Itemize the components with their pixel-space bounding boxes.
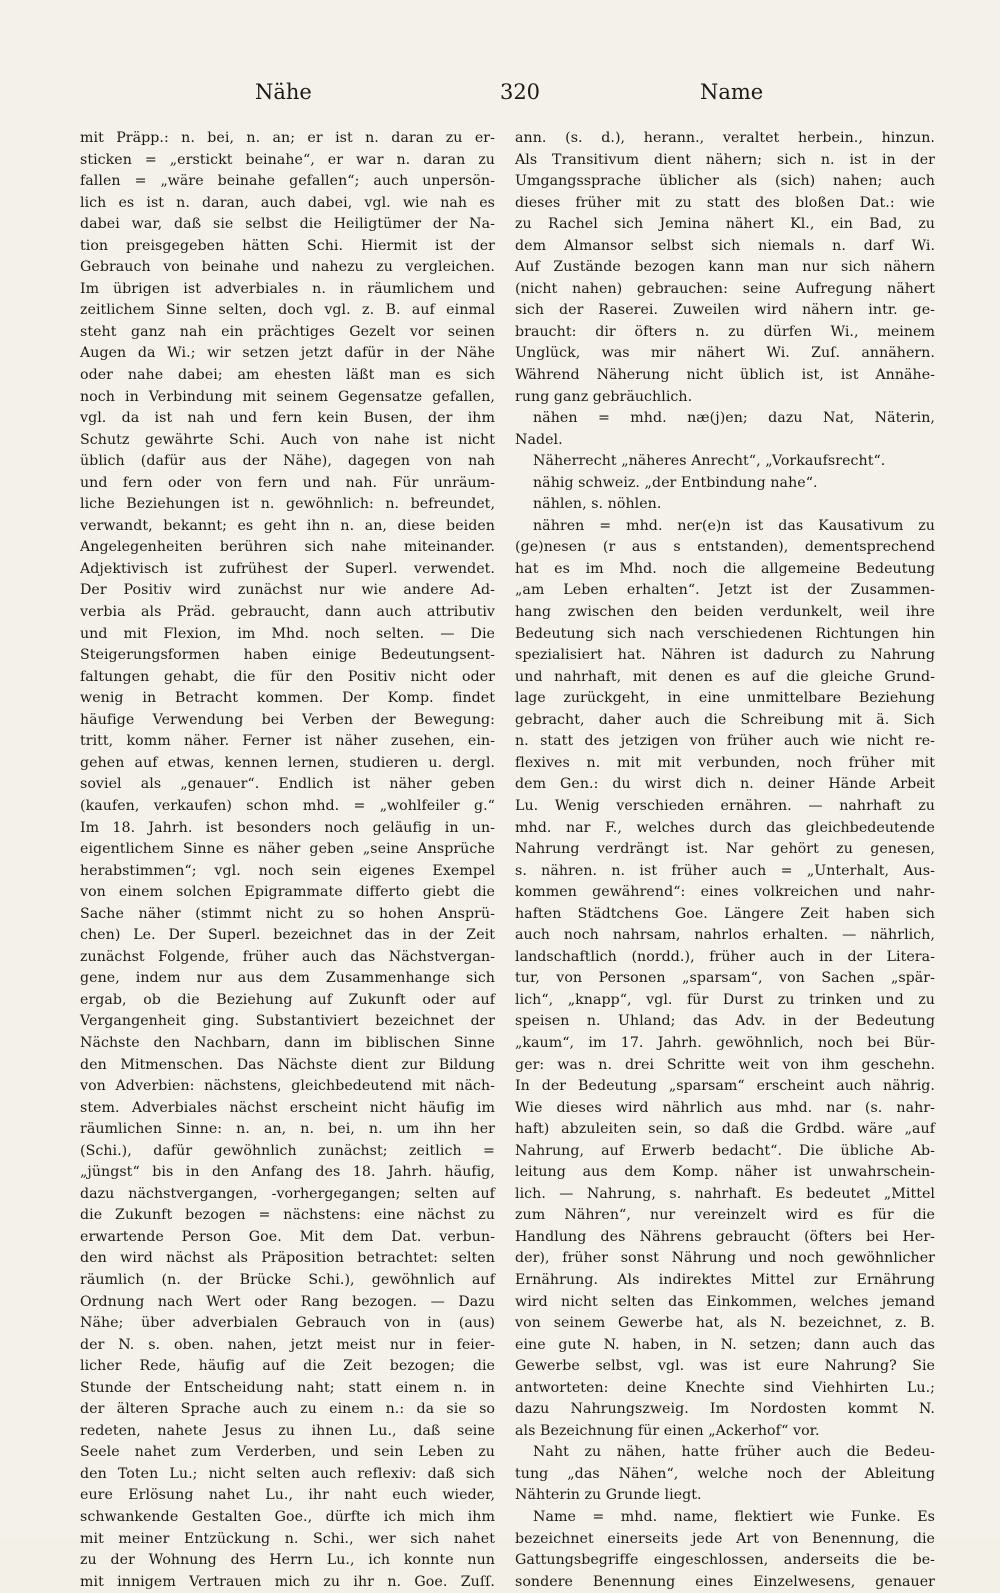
text-line: gene, indem nur aus dem Zusammenhange sich	[80, 970, 495, 987]
text-line: Ernährung. Als indirektes Mittel zur Ernährung	[515, 1271, 935, 1288]
text-line: rung ganz gebräuchlich.	[515, 388, 693, 405]
text-line: landschaftlich (nordd.), früher auch in der Litera-	[515, 948, 935, 965]
text-line: ann. (s. d.), herann., veraltet herbein., hinzun.	[515, 130, 935, 146]
text-line: Ordnung nach Wert oder Rang bezogen. — Dazu	[80, 1293, 495, 1310]
text-line: stem. Adverbiales nächst erscheint nicht häufig im	[80, 1099, 495, 1116]
text-line: Nahrung, auf Erwerb bedacht“. Die übliche Ab-	[515, 1142, 935, 1159]
text-line: steht ganz nah ein prächtiges Gezelt vor seinen	[80, 323, 495, 340]
text-line: Gewerbe selbst, vgl. was ist eure Nahrung? Sie	[515, 1358, 935, 1375]
text-line: Stunde der Entscheidung naht; statt einem n. in	[80, 1379, 495, 1396]
text-line: oder nahe dabei; am ehesten läßt man es sich	[80, 367, 495, 384]
text-line: dazu nächstvergangen, -vorhergegangen; selten auf	[80, 1185, 495, 1202]
text-line: Augen da Wi.; wir setzen jetzt dafür in der Nähe	[80, 345, 495, 362]
right-column	[515, 128, 935, 1590]
text-line: erwartende Person Goe. Mit dem Dat. verbun-	[80, 1228, 495, 1245]
text-line: antworteten: deine Knechte sind Viehhirten Lu.;	[515, 1379, 935, 1396]
text-line: Bedeutung sich nach verschiedenen Richtungen hin	[515, 625, 935, 642]
text-line: und nahrhaft, mit denen es auf die gleiche Grund-	[515, 668, 935, 685]
text-line: (kaufen, verkaufen) schon mhd. = „wohlfeiler g.“	[80, 797, 495, 814]
text-line: den wird nächst als Präposition betrachtet: selten	[80, 1250, 495, 1267]
text-line: (Schi.), dafür gewöhnlich zunächst; zeitlich =	[80, 1142, 495, 1159]
text-line: fallen = „wäre beinahe gefallen“; auch unpersön-	[80, 173, 495, 190]
text-line: verbia als Präd. gebraucht, dann auch attributiv	[80, 604, 495, 621]
text-line: tung „das Nähen“, welche noch der Ableitung	[515, 1465, 935, 1482]
headword-right: Name	[700, 80, 764, 104]
text-line: die Zukunft bezogen = nächstens: eine nächst zu	[80, 1207, 495, 1224]
text-line: „am Leben erhalten“. Jetzt ist der Zusammen-	[515, 582, 935, 599]
page-header	[80, 80, 940, 114]
text-line: In der Bedeutung „sparsam“ erscheint auch nährig.	[515, 1078, 935, 1095]
text-line: und fern oder von fern und nah. Für unräum-	[80, 474, 495, 491]
text-line: dieses früher mit zu statt des bloßen Dat.: wie	[515, 194, 935, 211]
text-line: liche Beziehungen ist n. gewöhnlich: n. befreundet,	[80, 496, 495, 513]
text-line: bezeichnet einerseits jede Art von Benennung, die	[515, 1530, 935, 1547]
text-line: mit innigem Vertrauen mich zu ihr n. Goe. Zuſſ.	[80, 1573, 495, 1590]
text-line: Nahrung verdrängt ist. Nar gehört zu genesen,	[515, 841, 935, 858]
text-line: flexives n. mit mit verbunden, noch früher mit	[515, 754, 935, 771]
text-line: Im übrigen ist adverbiales n. in räumlichem und	[80, 280, 495, 297]
text-line: sondere Benennung eines Einzelwesens, genauer	[515, 1573, 935, 1590]
text-line: sich der Raserei. Zuweilen wird nähern intr. ge-	[515, 302, 935, 319]
text-line: verwandt, bekannt; es geht ihn n. an, diese beiden	[80, 517, 495, 534]
text-line: der), früher sonst Nährung und noch gewöhnlicher	[515, 1250, 935, 1267]
text-line: „jüngst“ bis in den Anfang des 18. Jahrh. häufig,	[80, 1164, 495, 1181]
text-line: nähig schweiz. „der Entbindung nahe“.	[533, 474, 818, 491]
text-line: mhd. nar F., welches durch das gleichbedeutende	[515, 819, 935, 836]
text-line: zu der Wohnung des Herrn Lu., ich konnte nun	[80, 1552, 495, 1569]
text-line: häufige Verwendung bei Verben der Bewegung:	[80, 711, 495, 728]
text-line: sticken = „erstickt beinahe“, er war n. daran zu	[80, 151, 495, 168]
text-line: als Bezeichnung für einen „Ackerhof“ vor.	[515, 1422, 820, 1439]
text-line: Name = mhd. name, flektiert wie Funke. Es	[533, 1509, 935, 1525]
text-line: nähren = mhd. ner(e)n ist das Kausativum zu	[533, 517, 935, 534]
text-line: tur, von Personen „sparsam“, von Sachen „spär-	[515, 970, 935, 987]
text-line: auch noch nahrsam, nahrlos erhalten. — nährlich,	[515, 927, 935, 944]
text-line: dazu Nahrungszweig. Im Nordosten kommt N.	[515, 1401, 935, 1418]
text-line: Näherrecht „näheres Anrecht“, „Vorkaufsrecht“.	[533, 453, 886, 470]
text-line: Nähterin zu Grunde liegt.	[515, 1487, 702, 1504]
text-line: wird nicht selten das Einkommen, welches jemand	[515, 1293, 935, 1310]
headword-left: Nähe	[255, 80, 312, 104]
text-line: chen) Le. Der Superl. bezeichnet das in der Zeit	[80, 927, 495, 944]
text-line: Angelegenheiten berühren sich nahe miteinander.	[80, 539, 495, 556]
text-line: eine gute N. haben, in N. setzen; dann auch das	[515, 1336, 935, 1353]
text-line: licher Rede, häufig auf die Zeit bezogen; die	[80, 1358, 495, 1375]
text-line: lich. — Nahrung, s. nahrhaft. Es bedeutet „Mittel	[515, 1185, 935, 1202]
text-line: lich es ist n. daran, auch dabei, vgl. wie nah es	[80, 194, 495, 211]
text-line: von Adverbien: nächstens, gleichbedeutend mit näch-	[80, 1078, 495, 1095]
text-line: „kaum“, im 17. Jahrh. gewöhnlich, noch bei Bür-	[515, 1034, 935, 1051]
text-line: von einem solchen Epigrammate differto giebt die	[80, 884, 495, 901]
text-line: speisen n. Uhland; das Adv. in der Bedeutung	[515, 1013, 935, 1030]
text-line: räumlichen Sinne: n. an, n. bei, n. um ihn her	[80, 1121, 495, 1138]
text-line: Schutz gewährte Schi. Auch von nahe ist nicht	[80, 431, 495, 448]
text-line: Während Näherung nicht üblich ist, ist Annähe-	[515, 367, 935, 384]
text-line: Wie dieses wird nährlich aus mhd. nar (s. nahr-	[515, 1099, 935, 1116]
page-number: 320	[499, 80, 541, 104]
text-line: nähen = mhd. næ(j)en; dazu Nat, Näterin,	[533, 410, 935, 427]
text-line: herabstimmen“; vgl. noch sein eigenes Exempel	[80, 862, 495, 879]
text-line: Der Positiv wird zunächst nur wie andere Ad-	[80, 582, 495, 599]
text-line: nählen, s. nöhlen.	[533, 496, 662, 513]
text-line: hang zwischen den beiden verdunkelt, weil ihre	[515, 604, 935, 621]
text-line: hat es im Mhd. noch die allgemeine Bedeutung	[515, 560, 935, 577]
text-line: zunächst Folgende, früher auch das Nächstvergan-	[80, 948, 495, 965]
text-line: tion preisgegeben hätten Schi. Hiermit ist der	[80, 237, 495, 254]
text-line: n. statt des jetzigen von früher auch wie nicht re-	[515, 733, 935, 750]
text-line: faltungen gehabt, die für den Positiv nicht oder	[80, 668, 495, 685]
text-line: den Toten Lu.; nicht selten auch reflexiv: daß sich	[80, 1465, 495, 1482]
text-line: Lu. Wenig verschieden ernähren. — nahrhaft zu	[515, 797, 935, 814]
text-line: wenig in Betracht kommen. Der Komp. findet	[80, 690, 495, 707]
text-line: s. nähren. n. ist früher auch = „Unterhalt, Aus-	[515, 862, 935, 879]
text-line: leitung aus dem Komp. näher ist unwahrschein-	[515, 1164, 935, 1181]
text-line: Seele nahet zum Verderben, und sein Leben zu	[80, 1444, 495, 1461]
text-line: redeten, nahete Jesus zu ihnen Lu., daß seine	[80, 1422, 495, 1439]
text-line: ger: was n. drei Schritte weit von ihm geschehn.	[515, 1056, 935, 1073]
left-column	[80, 128, 495, 1590]
text-line: üblich (dafür aus der Nähe), dagegen von nah	[80, 453, 495, 470]
text-line: Nächste den Nachbarn, dann im biblischen Sinne	[80, 1034, 495, 1051]
text-line: Naht zu nähen, hatte früher auch die Bedeu-	[533, 1444, 935, 1461]
text-line: braucht: dir öfters n. zu dürfen Wi., meinem	[515, 323, 935, 340]
text-line: Im 18. Jahrh. ist besonders noch geläufig in un-	[80, 819, 495, 836]
text-line: Umgangssprache üblicher als (sich) nahen; auch	[515, 173, 935, 190]
text-line: zeitlichem Sinne selten, doch vgl. z. B. auf einmal	[80, 302, 495, 319]
text-line: soviel als „genauer“. Endlich ist näher geben	[80, 776, 495, 793]
text-line: der älteren Sprache auch zu einem n.: da sie so	[80, 1401, 495, 1418]
text-line: Nähe; über adverbialen Gebrauch von in (aus)	[80, 1315, 495, 1332]
text-line: eure Erlösung nahet Lu., ihr naht euch wieder,	[80, 1487, 495, 1504]
text-line: lich“, „knapp“, vgl. für Durst zu trinken und zu	[515, 991, 935, 1008]
text-line: und mit Flexion, im Mhd. noch selten. — Die	[80, 625, 495, 642]
text-line: spezialisiert hat. Nähren ist dadurch zu Nahrung	[515, 647, 935, 664]
text-line: vgl. da ist nah und fern kein Busen, der ihm	[80, 410, 495, 427]
text-line: Steigerungsformen haben einige Bedeutungsent-	[80, 647, 495, 664]
text-line: der N. s. oben. nahen, jetzt meist nur in feier-	[80, 1336, 495, 1353]
text-line: Gattungsbegriffe eingeschlossen, anderseits die be-	[515, 1552, 935, 1569]
text-line: ergab, ob die Beziehung auf Zukunft oder auf	[80, 991, 495, 1008]
text-line: mit meiner Entzückung n. Schi., wer sich nahet	[80, 1530, 495, 1547]
text-line: gebracht, daher auch die Schreibung mit ä. Sich	[515, 711, 935, 728]
text-line: schwankende Gestalten Goe., dürfte ich mich ihm	[80, 1509, 495, 1525]
text-line: mit Präpp.: n. bei, n. an; er ist n. daran zu er-	[80, 130, 495, 146]
text-line: eigentlichem Sinne es näher geben „seine Ansprüche	[80, 841, 495, 858]
text-line: Auf Zustände bezogen kann man nur sich nähern	[515, 259, 935, 276]
text-line: haft) abzuleiten sein, so daß die Grdbd. wäre „auf	[515, 1121, 935, 1138]
text-line: dem Gen.: du wirst dich n. deiner Hände Arbeit	[515, 776, 935, 793]
text-line: noch in Verbindung mit seinem Gegensatze gefallen,	[80, 388, 495, 405]
text-line: räumlich (n. der Brücke Schi.), gewöhnlich auf	[80, 1271, 495, 1288]
text-line: Gebrauch von beinahe und nahezu zu vergleichen.	[80, 259, 495, 276]
text-line: dabei war, daß sie selbst die Heiligtümer der Na-	[80, 216, 495, 233]
text-line: tritt, komm näher. Ferner ist näher zusehen, ein-	[80, 733, 495, 750]
text-line: haften Städtchens Goe. Längere Zeit haben sich	[515, 905, 935, 922]
text-line: Als Transitivum dient nähern; sich n. ist in der	[515, 151, 935, 168]
text-line: (ge)nesen (r aus s entstanden), dementsprechend	[515, 539, 935, 556]
text-line: (nicht nahen) gebrauchen: seine Aufregung nähert	[515, 280, 935, 297]
text-line: kommen gewährend“: eines volkreichen und nahr-	[515, 884, 935, 901]
text-line: Vergangenheit ging. Substantiviert bezeichnet der	[80, 1013, 495, 1030]
text-line: Adjektivisch ist zufrühest der Superl. verwendet.	[80, 560, 495, 577]
text-line: Nadel.	[515, 431, 563, 448]
text-line: von seinem Gewerbe hat, als N. bezeichnet, z. B.	[515, 1315, 935, 1332]
text-line: Unglück, was mir nähert Wi. Zuſ. annähern.	[515, 345, 935, 362]
text-line: dem Almansor selbst sich niemals n. darf Wi.	[515, 237, 935, 254]
text-line: Sache näher (stimmt nicht zu so hohen Ansprü-	[80, 905, 495, 922]
text-line: zu Rachel sich Jemina nähert Kl., ein Bad, zu	[515, 216, 935, 233]
text-line: den Mitmenschen. Das Nächste dient zur Bildung	[80, 1056, 495, 1073]
text-line: Handlung des Nährens gebraucht (öfters bei Her-	[515, 1228, 935, 1245]
text-line: lage zurückgeht, in eine unmittelbare Beziehung	[515, 690, 935, 707]
text-line: zum Nähren“, nur vereinzelt wird es für die	[515, 1207, 935, 1224]
text-line: gehen auf etwas, kennen lernen, studieren u. dergl.	[80, 754, 495, 771]
